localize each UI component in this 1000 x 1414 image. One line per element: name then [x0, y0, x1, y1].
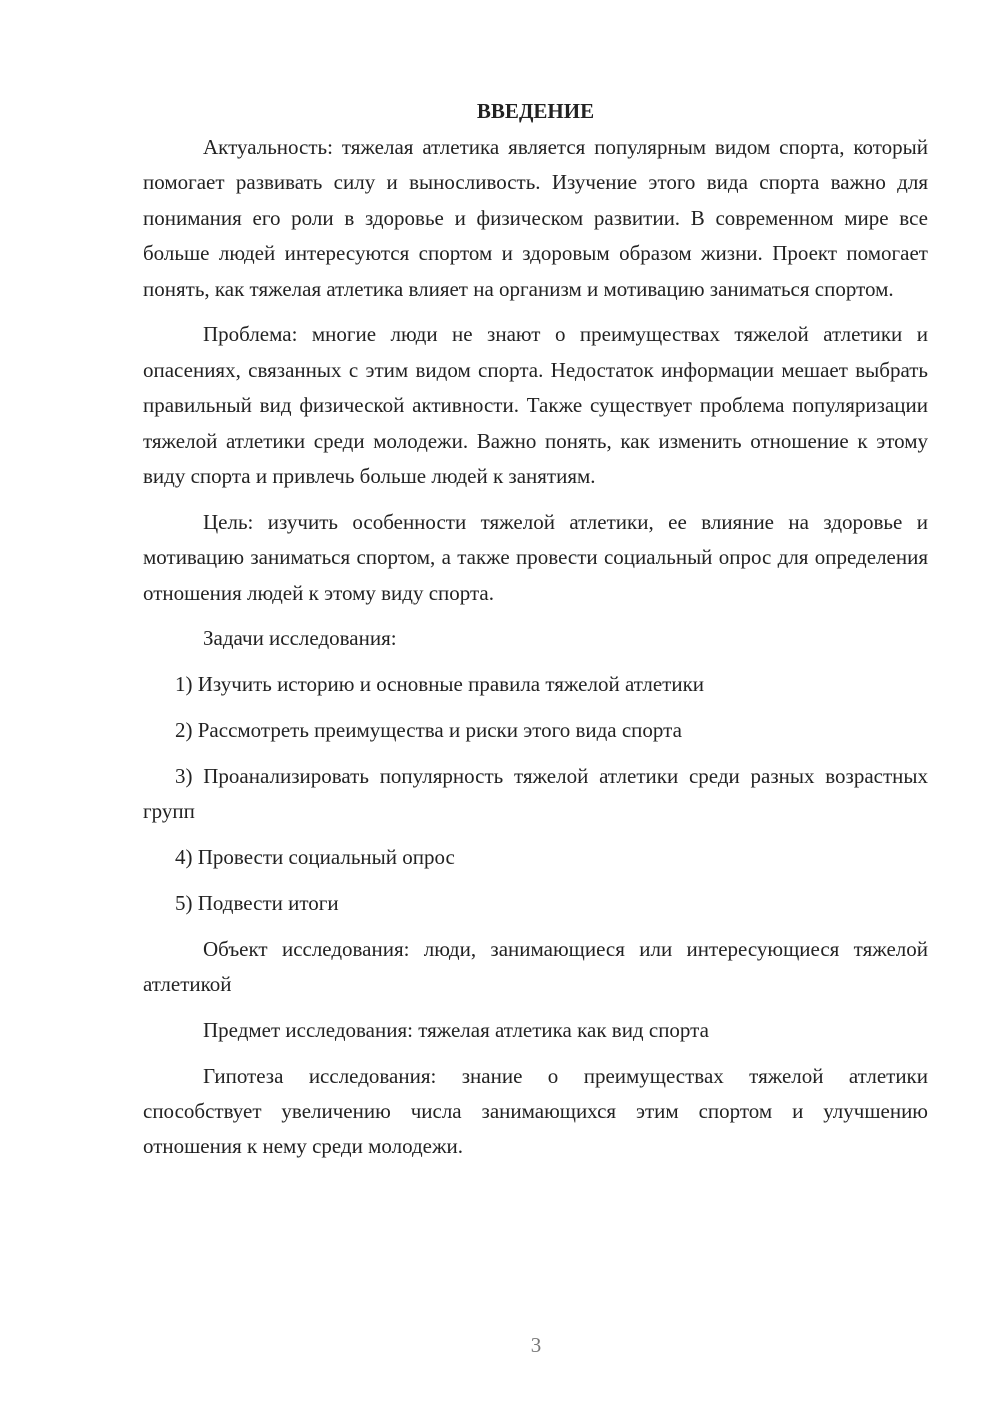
relevance-paragraph: Актуальность: тяжелая атлетика является популярным видом спорта, который помогает развивать силу и выносливость. Изучение этого вида спорта важно для понимания его роли в здоровье и физическом развитии. В современном мире все больше людей интересуются спортом и здоровым образом жизни. Проект помогает понять, как тяжелая атлетика влияет на организм и мотивацию заниматься спортом. — [143, 135, 928, 301]
page-number: 3 — [530, 1333, 542, 1357]
task-item: 5) Подвести итоги — [175, 890, 339, 915]
page-title: ВВЕДЕНИЕ — [476, 99, 595, 123]
page-content — [143, 96, 928, 1175]
research-object-paragraph: Объект исследования: люди, занимающиеся или интересующиеся тяжелой атлетикой — [143, 936, 928, 997]
research-subject-paragraph: Предмет исследования: тяжелая атлетика как вид спорта — [203, 1017, 709, 1042]
task-item: 4) Провести социальный опрос — [175, 845, 455, 870]
problem-paragraph: Проблема: многие люди не знают о преимуществах тяжелой атлетики и опасениях, связанных с этим видом спорта. Недостаток информации мешает выбрать правильный вид физической активности. Также существует проблема популяризации тяжелой атлетики среди молодежи. Важно понять, как изменить отношение к этому виду спорта и привлечь больше людей к занятиям. — [143, 322, 928, 489]
goal-paragraph: Цель: изучить особенности тяжелой атлетики, ее влияние на здоровье и мотивацию заниматься спортом, а также провести социальный опрос для определения отношения людей к этому виду спорта. — [143, 509, 928, 605]
task-item: 1) Изучить историю и основные правила тяжелой атлетики — [175, 672, 705, 697]
hypothesis-paragraph: Гипотеза исследования: знание о преимуществах тяжелой атлетики способствует увеличению числа занимающихся этим спортом и улучшению отношения к нему среди молодежи. — [143, 1063, 928, 1159]
task-item: 3) Проанализировать популярность тяжелой атлетики среди разных возрастных групп — [143, 763, 928, 824]
task-item: 2) Рассмотреть преимущества и риски этого вида спорта — [175, 718, 682, 743]
tasks-heading: Задачи исследования: — [203, 626, 397, 651]
